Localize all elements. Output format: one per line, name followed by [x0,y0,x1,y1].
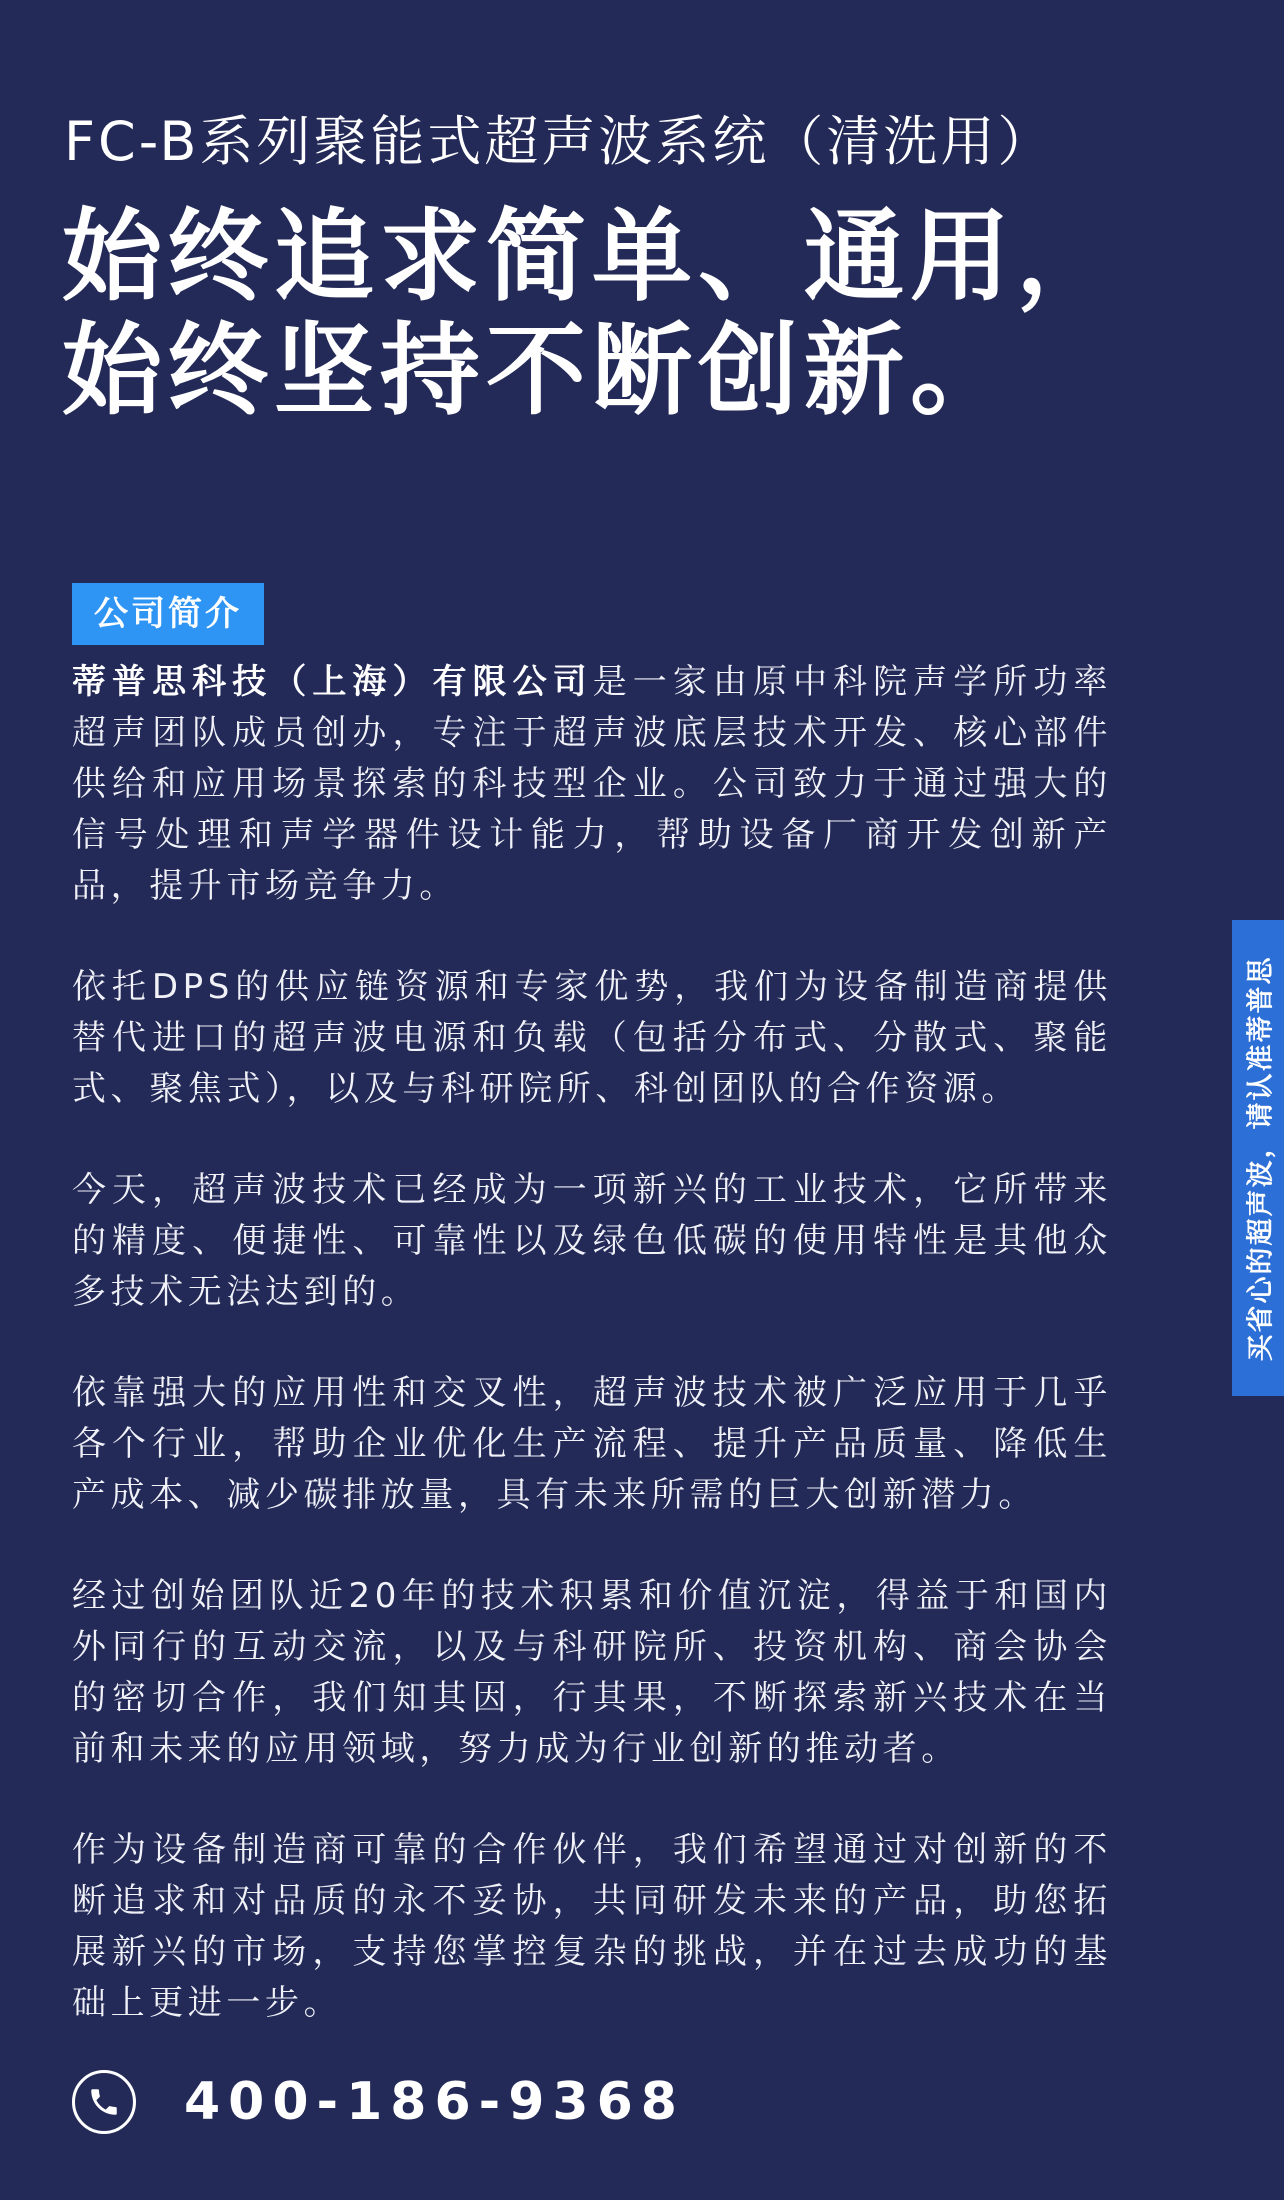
paragraph-text: 是一家由原中科院声学所功率超声团队成员创办，专注于超声波底层技术开发、核心部件供给和应用场景探索的科技型企业。公司致力于通过强大的信号处理和声学器件设计能力，帮助设备厂商开发创新产品，提升市场竞争力。 [72,662,1112,906]
intro-paragraph-4: 依靠强大的应用性和交叉性，超声波技术被广泛应用于几乎各个行业，帮助企业优化生产流程、提升产品质量、降低生产成本、减少碳排放量，具有未来所需的巨大创新潜力。 [72,1373,1112,1515]
headline-line-1: 始终追求简单、通用， [62,198,1122,315]
section-tag-company-intro: 公司简介 [72,583,264,645]
intro-paragraph-3: 今天，超声波技术已经成为一项新兴的工业技术，它所带来的精度、便捷性、可靠性以及绿色低碳的使用特性是其他众多技术无法达到的。 [72,1170,1112,1312]
contact-phone-row[interactable] [72,2068,685,2136]
intro-paragraph-5: 经过创始团队近20年的技术积累和价值沉淀，得益于和国内外同行的互动交流，以及与科研院所、投资机构、商会协会的密切合作，我们知其因，行其果，不断探索新兴技术在当前和未来的应用领域，努力成为行业创新的推动者。 [72,1576,1112,1769]
side-banner-tab[interactable] [1232,920,1284,1396]
company-name: 蒂普思科技（上海）有限公司 [72,662,593,702]
intro-paragraph-6: 作为设备制造商可靠的合作伙伴，我们希望通过对创新的不断追求和对品质的永不妥协，共同研发未来的产品，助您拓展新兴的市场，支持您掌控复杂的挑战，并在过去成功的基础上更进一步。 [72,1830,1112,2023]
intro-paragraph-1 [72,657,1112,912]
company-intro-body [72,657,1112,2079]
product-subtitle: FC-B系列聚能式超声波系统（清洗用） [64,110,1055,173]
side-banner-text: 买省心的超声波，请认准蒂普思 [1245,955,1277,1361]
headline [62,200,1182,428]
intro-paragraph-2: 依托DPS的供应链资源和专家优势，我们为设备制造商提供替代进口的超声波电源和负载（包括分布式、分散式、聚能式、聚焦式），以及与科研院所、科创团队的合作资源。 [72,967,1112,1109]
headline-line-2: 始终坚持不断创新。 [62,312,1016,429]
phone-icon [72,2070,136,2134]
phone-number[interactable]: 400-186-9368 [184,2072,685,2132]
